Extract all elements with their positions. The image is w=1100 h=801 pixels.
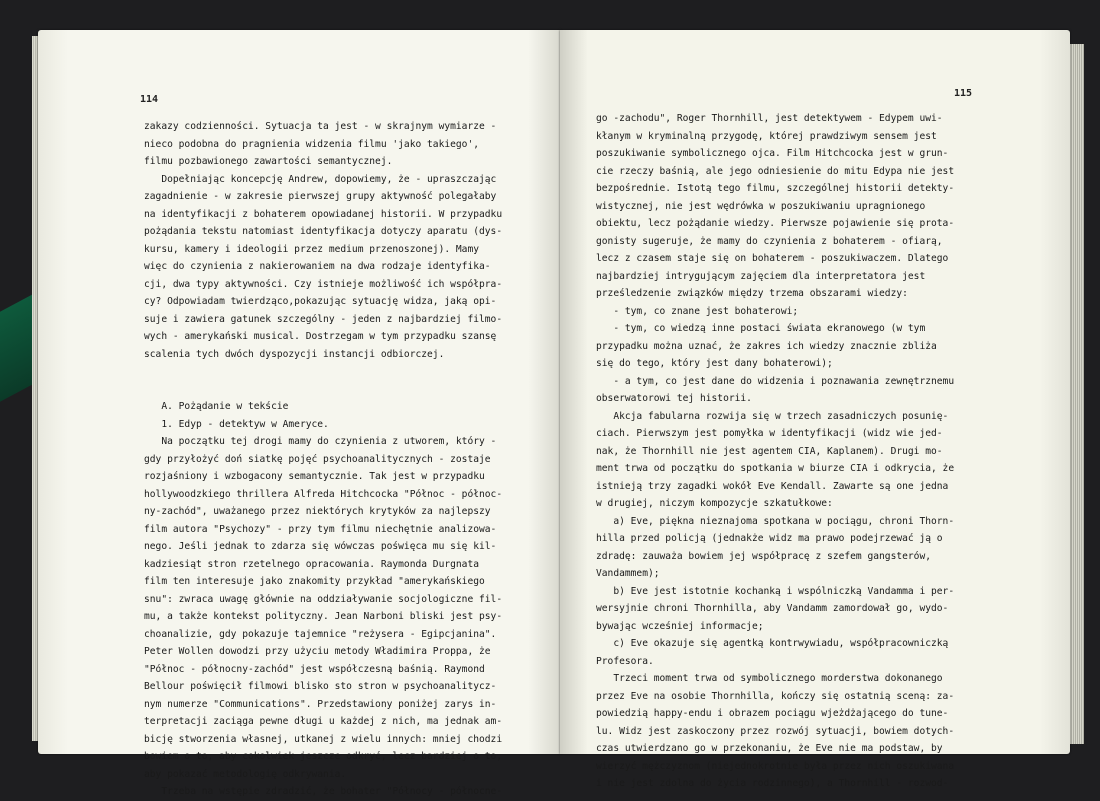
text-line: suje i zawiera gatunek szczególny - jeden z najbardziej filmo- xyxy=(144,313,503,325)
text-line: wersyjnie chroni Thornhilla, aby Vandamm zamordował go, wydo- xyxy=(596,603,949,614)
text-line: hollywoodzkiego thrillera Alfreda Hitchcocka "Północ - północ- xyxy=(144,488,503,500)
text-line xyxy=(144,381,502,399)
text-line: ny-zachód", uważanego przez niektórych krytyków za najlepszy xyxy=(144,506,491,517)
text-line: Bellour poświęcił filmowi blisko sto stron w psychoanalitycz- xyxy=(144,681,497,692)
text-line: cy? Odpowiadam twierdząco,pokazując sytuację widza, jaką opi- xyxy=(144,296,497,307)
text-line: b) Eve jest istotnie kochanką i wspólniczką Vandamma i per- xyxy=(596,585,955,597)
text-line: bywając wcześniej informacje; xyxy=(596,620,764,632)
text-line: obserwatorowi tej historii. xyxy=(596,393,752,404)
text-line: snu": zwraca uwagę głównie na oddziaływanie socjologiczne fil- xyxy=(144,593,503,605)
text-line: nego. Jeśli jednak to zdarza się wówczas poświęca mu się kil- xyxy=(144,541,497,552)
text-line: hilla przed policją (jednakże widz ma prawo podejrzewać ją o xyxy=(596,533,943,544)
right-page-edge xyxy=(1068,44,1084,744)
text-line: wych - amerykański musical. Dostrzegam w tym przypadku szansę xyxy=(144,331,497,342)
text-line: nieco podobna do pragnienia widzenia filmu 'jako takiego', xyxy=(144,138,480,150)
text-line: mu, a także kontekst polityczny. Jean Narboni bliski jest psy- xyxy=(144,611,503,622)
text-line: kursu, kamery i ideologii przez medium przenoszonej). Mamy xyxy=(144,243,480,255)
text-line: Trzeba na wstępie zdradzić, że bohater "Północy - północne- xyxy=(144,786,503,797)
text-line: bowiem o to, aby cokolwiek jeszcze odkryć, lecz bardziej o to, xyxy=(144,751,503,762)
text-line: więc do czynienia z nakierowaniem na dwa rodzaje identyfika- xyxy=(144,261,491,272)
text-line: aby pokazać metodologię odkrywania. xyxy=(144,768,347,780)
text-line: - tym, co wiedzą inne postaci świata ekranowego (w tym xyxy=(596,323,926,334)
text-line: kłanym w kryminalną przygodę, której prawdziwym sensem jest xyxy=(596,130,937,142)
text-line: Trzeci moment trwa od symbolicznego morderstwa dokonanego xyxy=(596,673,943,684)
text-line: c) Eve okazuje się agentką kontrwywiadu, współpracowniczką xyxy=(596,638,949,649)
text-line: Na początku tej drogi mamy do czynienia z utworem, który - xyxy=(144,436,497,447)
text-line: - a tym, co jest dane do widzenia i poznawania zewnętrznemu xyxy=(596,375,955,387)
text-line: i nie jest zdolna do życia rodzinnego), a Thornhill - rozwod- xyxy=(596,778,949,789)
text-line: a) Eve, piękna nieznajoma spotkana w pociągu, chroni Thorn- xyxy=(596,515,955,527)
text-line: filmu pozbawionego zawartości semantycznej. xyxy=(144,156,393,167)
text-line: bezpośrednie. Istotą tego filmu, szczególnej historii detekty- xyxy=(596,183,955,194)
text-line: zakazy codzienności. Sytuacja ta jest - w skrajnym wymiarze - xyxy=(144,121,497,132)
right-page-number: 115 xyxy=(954,88,973,99)
text-line: nym numerze "Communications". Przedstawiony poniżej zarys in- xyxy=(144,698,497,710)
text-line: 1. Edyp - detektyw w Ameryce. xyxy=(144,418,329,430)
text-line: czas utwierdzano go w przekonaniu, że Eve nie ma podstaw, by xyxy=(596,743,943,754)
text-line: Vandammem); xyxy=(596,568,660,579)
left-page xyxy=(38,30,560,797)
text-line: scalenia tych dwóch dyspozycji instancji odbiorczej. xyxy=(144,348,445,360)
text-line: gdy przyłożyć doń siatkę pojęć psychoanalitycznych - zostaje xyxy=(144,453,491,465)
text-line: się do tego, który jest dany bohaterowi); xyxy=(596,358,833,369)
text-line: Akcja fabularna rozwija się w trzech zasadniczych posunię- xyxy=(596,410,949,422)
text-line: przypadku można uznać, że zakres ich wiedzy znacznie zbliża xyxy=(596,340,937,352)
text-line xyxy=(144,363,502,381)
text-line: film autora "Psychozy" - przy tym filmu niechętnie analizowa- xyxy=(144,523,497,535)
text-line: wierzyć mężczyznom (niejednokrotnie była przez nich oszukiwana xyxy=(596,760,955,772)
text-line: "Północ - północny-zachód" jest współczesną baśnią. Raymond xyxy=(144,663,485,675)
text-line: gonisty sugeruje, że mamy do czynienia z bohaterem - ofiarą, xyxy=(596,235,943,247)
text-line: A. Pożądanie w tekście xyxy=(144,401,289,412)
text-line: cie rzeczy baśnią, ale jego odniesienie do mitu Edypa nie jest xyxy=(596,165,955,177)
text-line: ciach. Pierwszym jest pomyłka w identyfikacji (widz wie jed- xyxy=(596,428,943,439)
text-line: nak, że Thornhill nie jest agentem CIA, Kaplanem). Drugi mo- xyxy=(596,445,943,457)
right-page-text xyxy=(596,110,954,793)
text-line: kadziesiąt stron rzetelnego opracowania. Raymonda Durgnata xyxy=(144,558,480,570)
text-line: zagadnienie - w zakresie pierwszej grupy aktywność polegałaby xyxy=(144,191,497,202)
text-line: Dopełniając koncepcję Andrew, dopowiemy, że - upraszczając xyxy=(144,173,497,185)
text-line: lu. Widz jest zaskoczony przez rozwój sytuacji, bowiem dotych- xyxy=(596,725,955,737)
text-line: w drugiej, niczym kompozycje szkatułkowe: xyxy=(596,498,833,509)
text-line: zdradę: zauważa bowiem jej współpracę z szefem gangsterów, xyxy=(596,550,932,562)
text-line: ment trwa od początku do spotkania w biurze CIA i odkrycia, że xyxy=(596,463,955,474)
text-line: najbardziej intrygującym zajęciem dla interpretatora jest xyxy=(596,270,926,282)
text-line: obiektu, lecz pożądanie wiedzy. Pierwsze pojawienie się prota- xyxy=(596,218,955,229)
open-book xyxy=(38,30,1070,797)
left-page-text xyxy=(144,118,502,801)
text-line: wistycznej, nie jest wędrówka w poszukiwaniu upragnionego xyxy=(596,200,926,212)
text-line: - tym, co znane jest bohaterowi; xyxy=(596,305,799,317)
text-line: prześledzenie związków między trzema obszarami wiedzy: xyxy=(596,288,908,299)
text-line: lecz z czasem staje się on bohaterem - poszukiwaczem. Dlatego xyxy=(596,253,949,264)
text-line: na identyfikacji z bohaterem opowiadanej historii. W przypadku xyxy=(144,208,503,220)
text-line: terpretacji zaciąga pewne długi u każdej z nich, ma jednak am- xyxy=(144,716,503,727)
text-line: pożądania tekstu natomiast identyfikacja dotyczy aparatu (dys- xyxy=(144,226,503,237)
text-line: poszukiwanie symbolicznego ojca. Film Hitchcocka jest w grun- xyxy=(596,148,949,159)
text-line: film ten interesuje jako znakomity przykład "amerykańskiego xyxy=(144,576,485,587)
text-line: Peter Wollen dowodzi przy użyciu metody Władimira Proppa, że xyxy=(144,646,491,657)
left-page-number: 114 xyxy=(140,94,159,105)
text-line: Profesora. xyxy=(596,655,654,667)
text-line: rozjaśniony i wzbogacony semantycznie. Tak jest w przypadku xyxy=(144,471,485,482)
text-line: go -zachodu", Roger Thornhill, jest detektywem - Edypem uwi- xyxy=(596,113,943,124)
text-line: przez Eve na osobie Thornhilla, kończy się ostatnią sceną: za- xyxy=(596,690,955,702)
text-line: bicję stworzenia własnej, utkanej z wielu innych: mniej chodzi xyxy=(144,733,503,745)
text-line: powiedzią happy-endu i obrazem pociągu wjeżdżającego do tune- xyxy=(596,708,949,719)
text-line: choanalizie, gdy pokazuje tajemnice "reżysera - Egipcjanina". xyxy=(144,628,497,640)
text-line: istnieją trzy zagadki wokół Eve Kendall. Zawarte są one jedna xyxy=(596,480,949,492)
right-page xyxy=(560,30,1070,789)
text-line: cji, dwa typy aktywności. Czy istnieje możliwość ich współpra- xyxy=(144,278,503,290)
